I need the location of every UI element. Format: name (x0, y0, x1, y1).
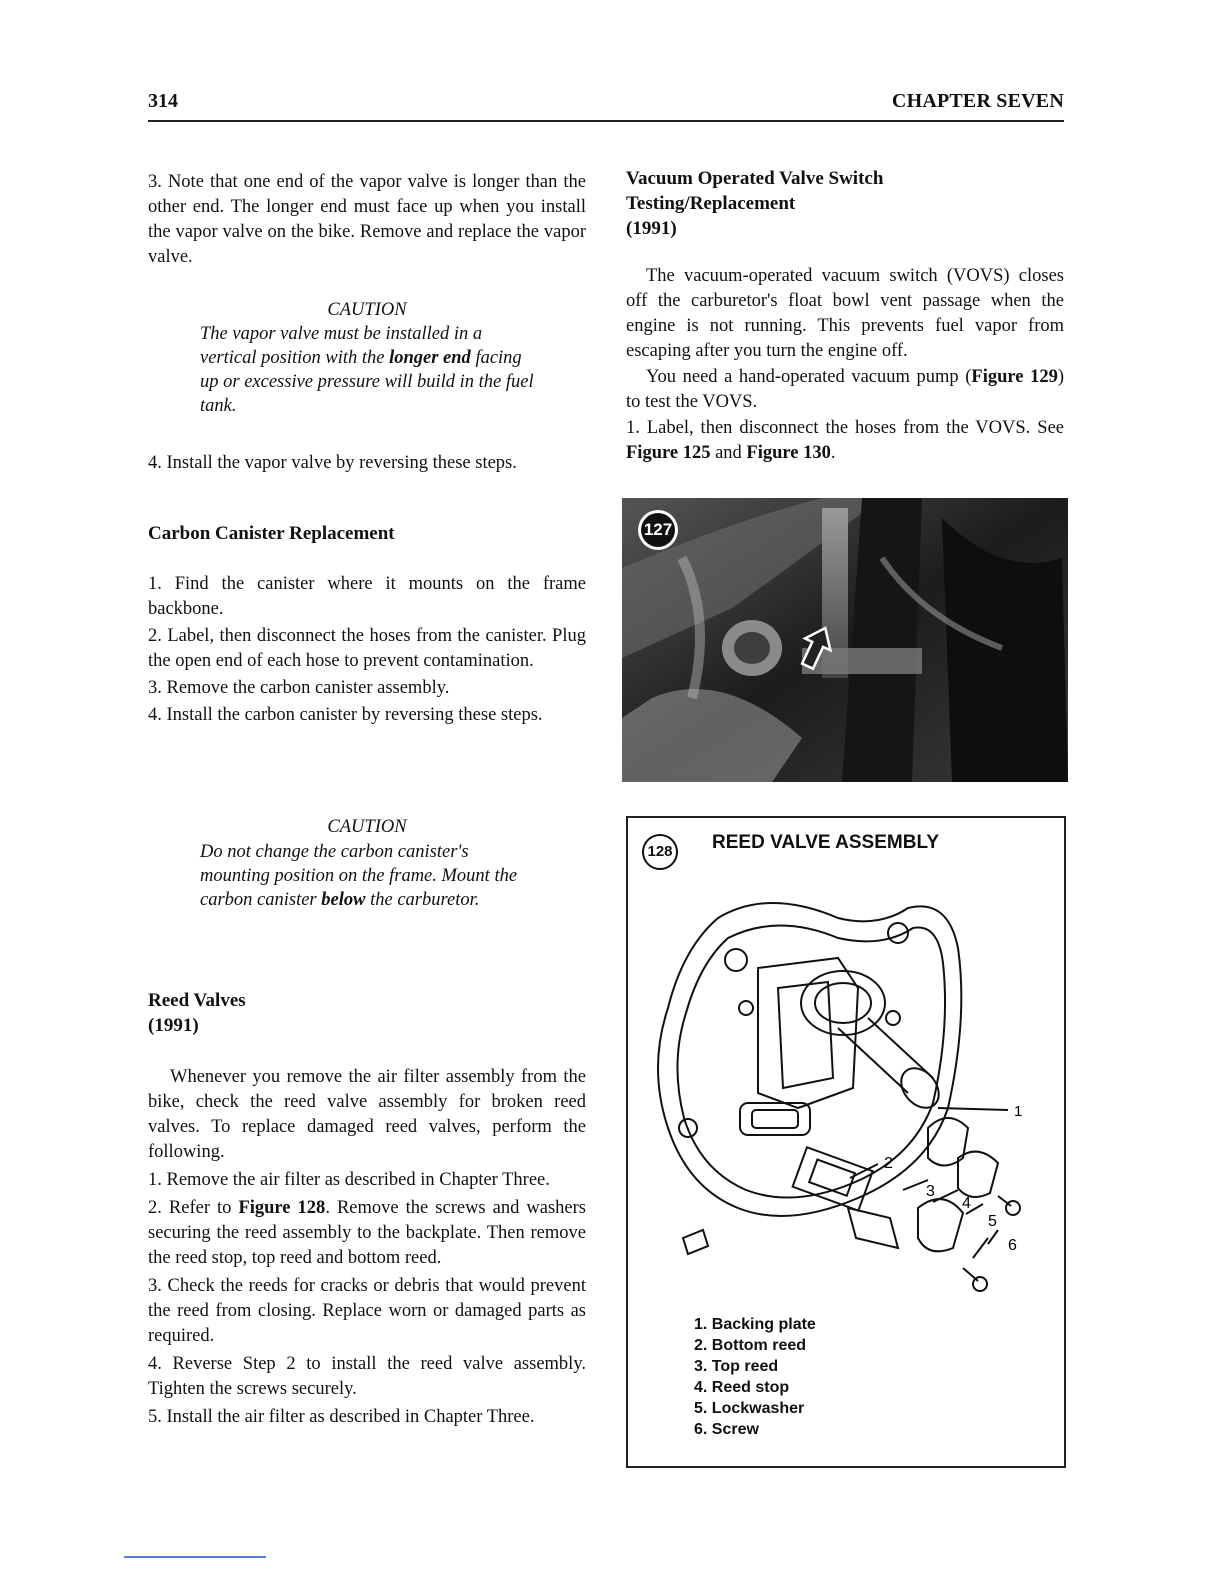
caution-2-emphasis: below (321, 890, 366, 910)
reed-step: 2. Refer to Figure 128. Remove the screws and washers securing the reed assembly to the backplate. Then remove the reed stop, top reed and bottom reed. (148, 1198, 586, 1268)
carbon-step: 3. Remove the carbon canister assembly. (148, 678, 450, 698)
callout-2: 2 (884, 1155, 893, 1172)
figure-127-photo (622, 498, 1068, 782)
reed-valves-body (148, 1065, 586, 1430)
legend-item: 5. Lockwasher (694, 1400, 805, 1417)
figure-128-legend (694, 1314, 816, 1440)
vovs-body (626, 264, 1064, 466)
legend-item: 1. Backing plate (694, 1316, 816, 1333)
figure-127-number: 127 (643, 520, 673, 539)
reed-step: 4. Reverse Step 2 to install the reed valve assembly. Tighten the screws securely. (148, 1354, 586, 1399)
vovs-step: 1. Label, then disconnect the hoses from the VOVS. See Figure 125 and Figure 130. (626, 418, 1064, 463)
carbon-steps (148, 572, 586, 728)
carbon-step: 1. Find the canister where it mounts on the frame backbone. (148, 574, 586, 619)
reed-valves-year: (1991) (148, 1015, 199, 1036)
footer-rule (124, 1556, 266, 1558)
legend-item: 4. Reed stop (694, 1379, 790, 1396)
vovs-paragraph: The vacuum-operated vacuum switch (VOVS) closes off the carburetor's float bowl vent passage when the engine is not running. This prevents fuel vapor from escaping after you turn the engine off. (626, 266, 1064, 361)
page-number: 314 (148, 90, 178, 112)
left-column (148, 170, 586, 270)
vapor-step-4: 4. Install the vapor valve by reversing these steps. (148, 453, 517, 473)
caution-1-emphasis: longer end (389, 348, 471, 368)
callout-3: 3 (926, 1183, 935, 1200)
legend-item: 6. Screw (694, 1421, 759, 1438)
reed-intro: Whenever you remove the air filter assembly from the bike, check the reed valve assembly for broken reed valves. To replace damaged reed valves, perform the following. (148, 1067, 586, 1162)
chapter-title: CHAPTER SEVEN (891, 90, 1064, 112)
figure-128-badge: 128 (642, 834, 678, 870)
carbon-canister-heading: Carbon Canister Replacement (148, 523, 395, 544)
legend-item: 2. Bottom reed (694, 1337, 807, 1354)
callout-5: 5 (988, 1213, 997, 1230)
reed-valve-diagram (628, 878, 1064, 1298)
callout-6: 6 (1008, 1237, 1017, 1254)
vapor-step-3: 3. Note that one end of the vapor valve is longer than the other end. The longer end must face up when you install the vapor valve on the bike. Remove and replace the vapor valve. (148, 172, 586, 267)
reed-step: 3. Check the reeds for cracks or debris that would prevent the reed from closing. Replace worn or damaged parts as required. (148, 1276, 586, 1346)
carbon-step: 2. Label, then disconnect the hoses from the canister. Plug the open end of each hose to prevent contamination. (148, 626, 586, 671)
caution-1-title: CAUTION (327, 300, 407, 320)
reed-step: 5. Install the air filter as described in Chapter Three. (148, 1407, 535, 1427)
callout-4: 4 (962, 1195, 971, 1212)
callout-1: 1 (1014, 1103, 1023, 1120)
engine-photo-illustration (622, 498, 1068, 782)
page-header (148, 88, 1064, 122)
vovs-heading: Vacuum Operated Valve Switch Testing/Replacement (1991) (626, 168, 884, 239)
reed-valves-heading: Reed Valves (148, 990, 246, 1011)
legend-item: 3. Top reed (694, 1358, 779, 1375)
caution-2-text: Do not change the carbon canister's mounting position on the frame. Mount the carbon canister below the carburetor. (200, 842, 518, 910)
reed-step: 1. Remove the air filter as described in Chapter Three. (148, 1170, 550, 1190)
carbon-step: 4. Install the carbon canister by reversing these steps. (148, 705, 543, 725)
caution-2-title: CAUTION (327, 817, 407, 837)
vovs-paragraph: You need a hand-operated vacuum pump (Figure 129) to test the VOVS. (626, 367, 1064, 412)
caution-1-text: The vapor valve must be installed in a vertical position with the longer end facing up or excessive pressure will build in the fuel tank. (200, 324, 534, 416)
figure-128-title: REED VALVE ASSEMBLY (712, 832, 939, 853)
figure-128 (626, 816, 1066, 1468)
